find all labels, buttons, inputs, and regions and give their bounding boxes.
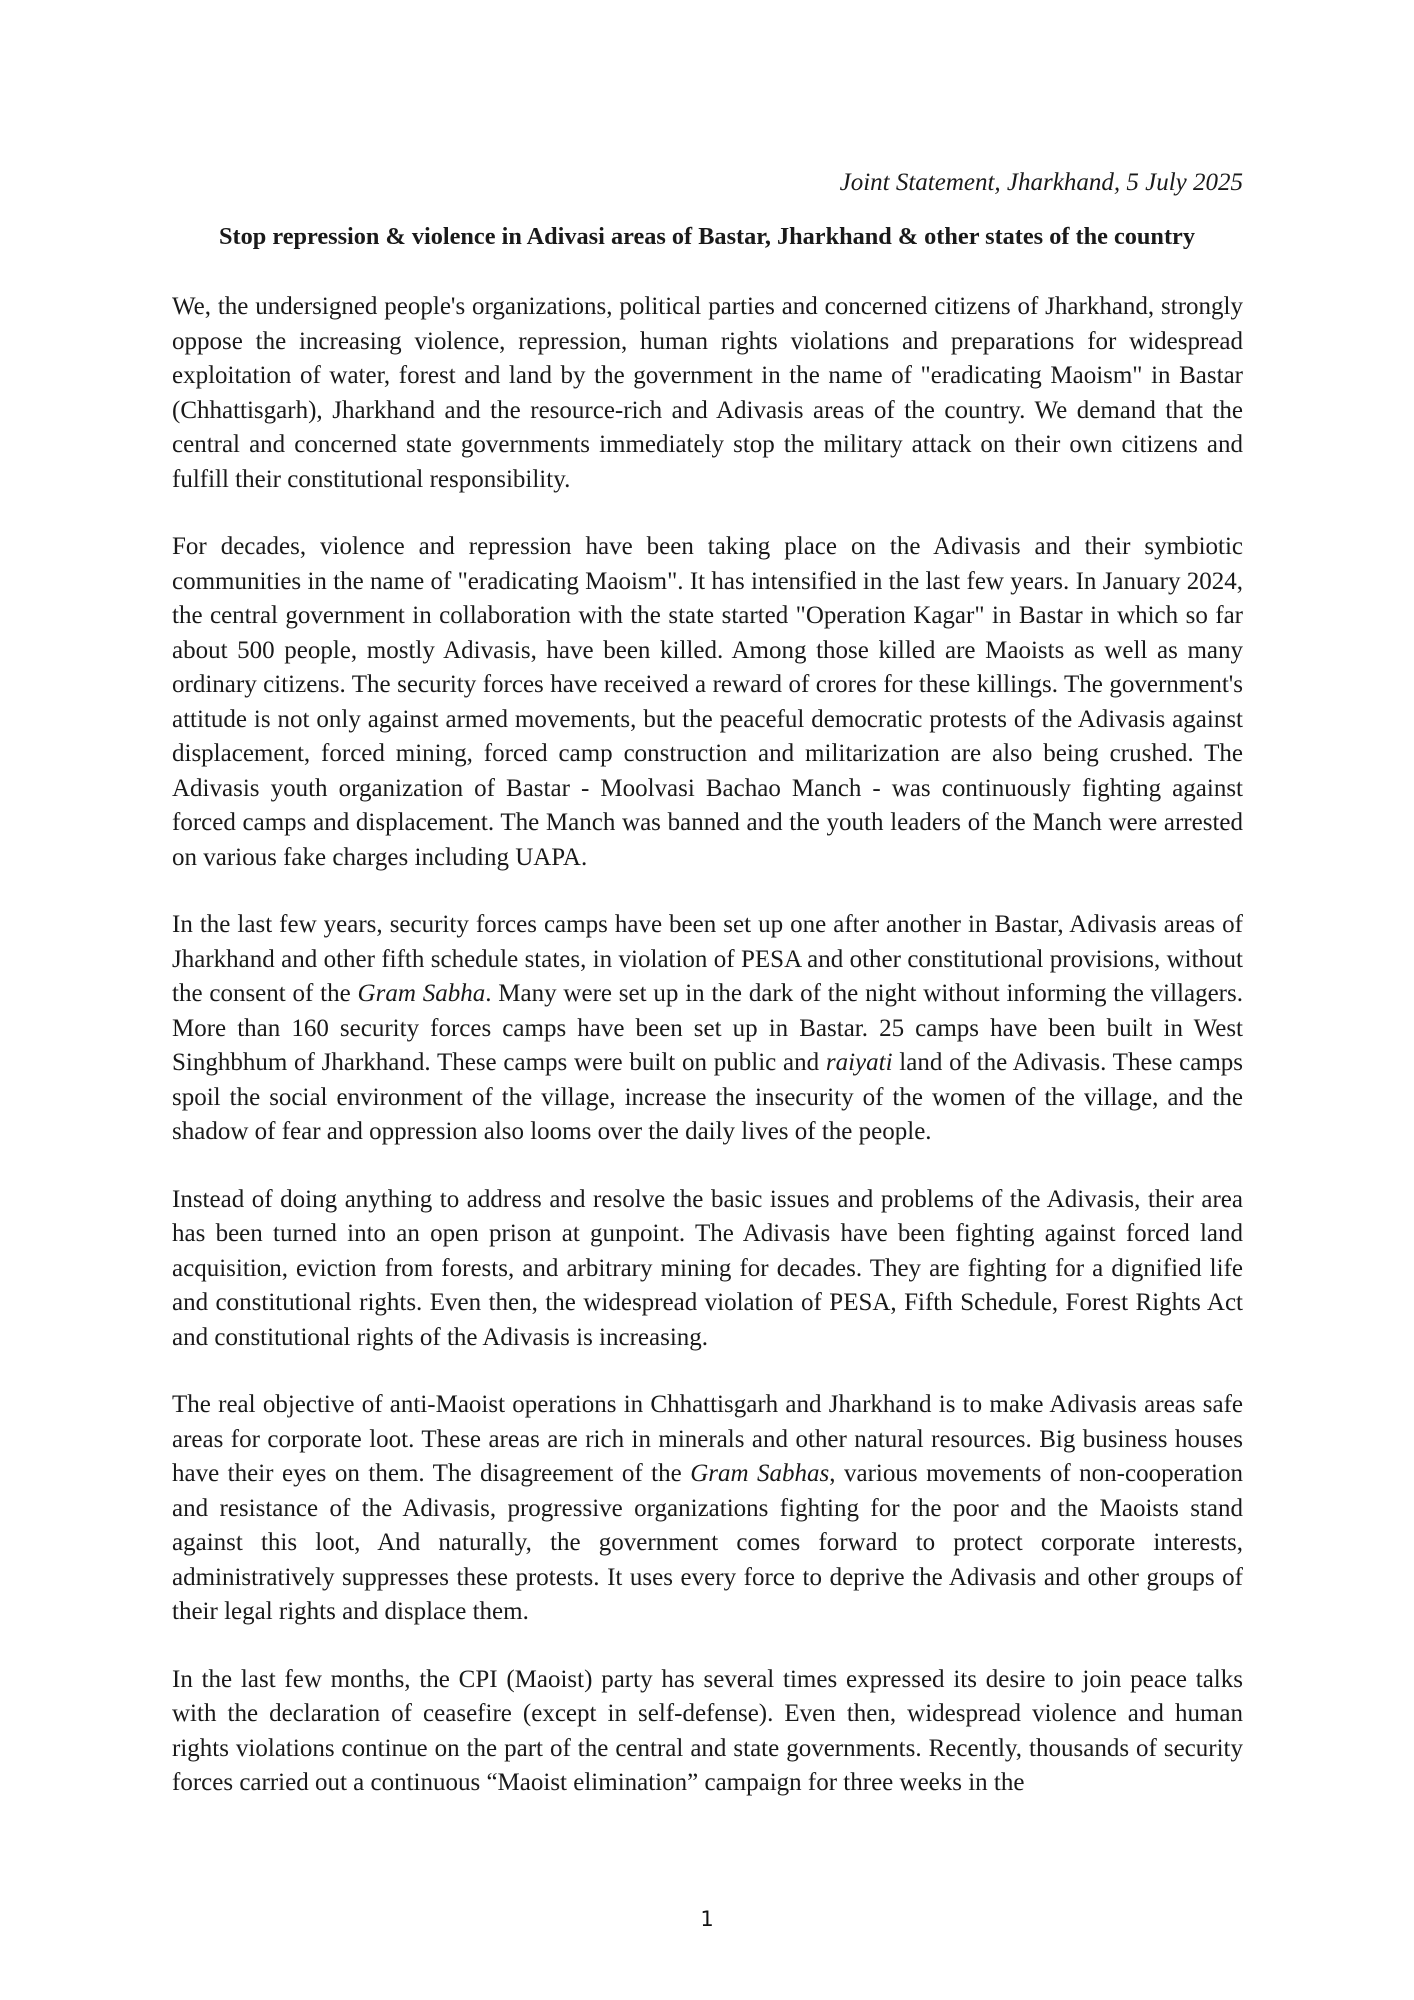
paragraph-intro — [172, 290, 1243, 497]
paragraph-text: In the last few months, the CPI (Maoist) party has several times expressed its desire to join peace talks with the declaration of ceasefire (except in self-defense). Even then, widespread violence and human rights violations continue on the part of the central and state governments. Recently, thousands of security forces carried out a continuous “Maoist elimination” campaign for three weeks in the — [172, 1665, 1243, 1796]
paragraph-corporate-loot — [172, 1388, 1243, 1630]
italic-term-gram-sabhas: Gram Sabhas — [690, 1460, 830, 1487]
dateline: Joint Statement, Jharkhand, 5 July 2025 — [839, 169, 1243, 196]
paragraph-security-camps — [172, 908, 1243, 1150]
paragraph-text: , various movements of non-cooperation and resistance of the Adivasis, progressive organizations fighting for the poor and the Maoists stand against this loot, And naturally, the government comes forward to protect corporate interests, administratively suppresses these protests. It uses every force to deprive the Adivasis and other groups of their legal rights and displace them. — [172, 1460, 1243, 1625]
document-body — [172, 290, 1243, 1801]
paragraph-peace-talks — [172, 1663, 1243, 1801]
paragraph-text: The real objective of anti-Maoist operations in Chhattisgarh and Jharkhand is to make Adivasis areas safe areas for corporate loot. These areas are rich in minerals and other natural resources. Big business houses have their eyes on them. The disagreement of the — [172, 1391, 1243, 1487]
paragraph-text: land of the Adivasis. These camps spoil the social environment of the village, increase the insecurity of the women of the village, and the shadow of fear and oppression also looms over the daily lives of the people. — [172, 1049, 1244, 1145]
italic-term-raiyati: raiyati — [825, 1049, 893, 1076]
paragraph-text: For decades, violence and repression have been taking place on the Adivasis and their symbiotic communities in the name of "eradicating Maoism". It has intensified in the last few years. In January 2024, the central government in collaboration with the state started "Operation Kagar" in Bastar in which so far about 500 people, mostly Adivasis, have been killed. Among those killed are Maoists as well as many ordinary citizens. The security forces have received a reward of crores for these killings. The government's attitude is not only against armed movements, but the peaceful democratic protests of the Adivasis against displacement, forced mining, forced camp construction and militarization are also being crushed. The Adivasis youth organization of Bastar - Moolvasi Bachao Manch - was continuously fighting against forced camps and displacement. The Manch was banned and the youth leaders of the Manch were arrested on various fake charges including UAPA. — [172, 533, 1243, 871]
paragraph-operation-kagar — [172, 530, 1243, 875]
document-title: Stop repression & violence in Adivasi areas of Bastar, Jharkhand & other states of the country — [219, 223, 1195, 250]
paragraph-text: In the last few years, security forces camps have been set up one after another in Bastar, Adivasis areas of Jharkhand and other fifth schedule states, in violation of PESA and other constitutional provisions, without the consent of the — [172, 911, 1243, 1007]
paragraph-open-prison — [172, 1183, 1243, 1356]
italic-term-gram-sabha: Gram Sabha — [357, 980, 486, 1007]
page-number: 1 — [700, 1907, 714, 1931]
paragraph-text: Instead of doing anything to address and resolve the basic issues and problems of the Adivasis, their area has been turned into an open prison at gunpoint. The Adivasis have been fighting against forced land acquisition, eviction from forests, and arbitrary mining for decades. They are fighting for a dignified life and constitutional rights. Even then, the widespread violation of PESA, Fifth Schedule, Forest Rights Act and constitutional rights of the Adivasis is increasing. — [172, 1185, 1243, 1351]
paragraph-text: . Many were set up in the dark of the night without informing the villagers. More than 160 security forces camps have been set up in Bastar. 25 camps have been built in West Singhbhum of Jharkhand. These camps were built on public and — [172, 980, 1243, 1076]
paragraph-text: We, the undersigned people's organizations, political parties and concerned citizens of Jharkhand, strongly oppose the increasing violence, repression, human rights violations and preparations for widespread exploitation of water, forest and land by the government in the name of "eradicating Maoism" in Bastar (Chhattisgarh), Jharkhand and the resource-rich and Adivasis areas of the country. We demand that the central and concerned state governments immediately stop the military attack on their own citizens and fulfill their constitutional responsibility. — [172, 293, 1243, 493]
